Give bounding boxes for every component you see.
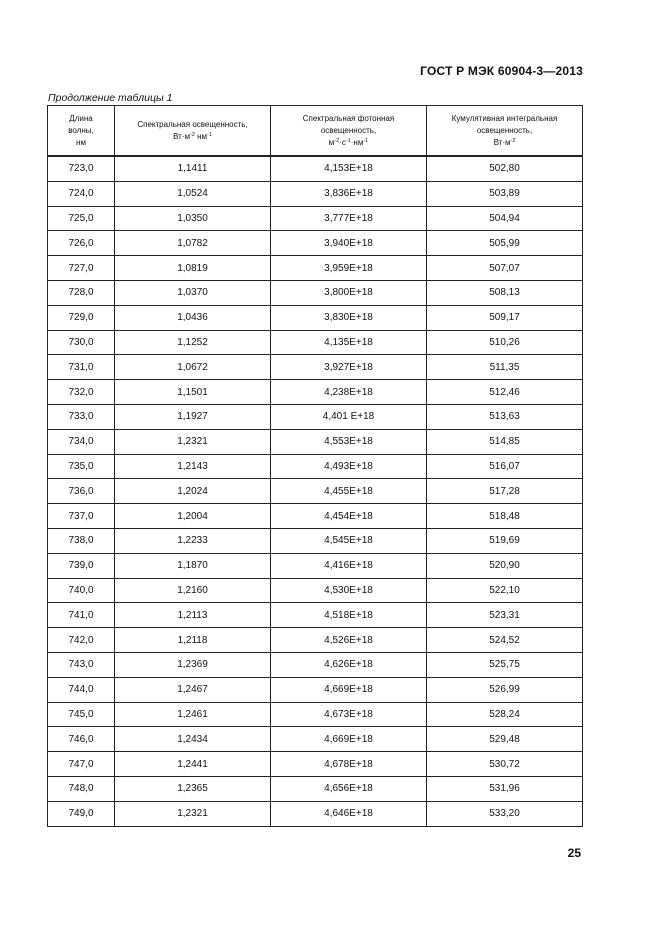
cell-cumulative-irradiance: 518,48	[427, 504, 583, 529]
table-row	[48, 702, 583, 727]
cell-photon-irradiance: 3,836E+18	[271, 181, 427, 206]
table-row	[48, 330, 583, 355]
cell-photon-irradiance: 4,135E+18	[271, 330, 427, 355]
table-row	[48, 355, 583, 380]
cell-wavelength: 728,0	[48, 280, 115, 305]
header-photon-irradiance	[271, 106, 427, 157]
table-row	[48, 479, 583, 504]
unit-exponent: -1	[363, 137, 369, 144]
unit-part: Вт·м	[493, 137, 511, 147]
cell-wavelength: 740,0	[48, 578, 115, 603]
cell-wavelength: 739,0	[48, 553, 115, 578]
header-cumulative-irradiance-line-2: освещенность,	[476, 125, 533, 135]
cell-photon-irradiance: 4,416E+18	[271, 553, 427, 578]
cell-photon-irradiance: 4,454E+18	[271, 504, 427, 529]
cell-cumulative-irradiance: 509,17	[427, 305, 583, 330]
cell-cumulative-irradiance: 519,69	[427, 528, 583, 553]
cell-photon-irradiance: 4,238E+18	[271, 380, 427, 405]
table-row	[48, 181, 583, 206]
cell-wavelength: 731,0	[48, 355, 115, 380]
cell-cumulative-irradiance: 512,46	[427, 380, 583, 405]
cell-wavelength: 726,0	[48, 231, 115, 256]
cell-cumulative-irradiance: 502,80	[427, 156, 583, 181]
table-row	[48, 652, 583, 677]
header-spectral-irradiance-unit	[115, 131, 270, 143]
table-row	[48, 404, 583, 429]
cell-wavelength: 743,0	[48, 652, 115, 677]
cell-cumulative-irradiance: 526,99	[427, 677, 583, 702]
table-row	[48, 677, 583, 702]
unit-exponent: -2	[189, 131, 195, 138]
header-wavelength-line-2: волны,	[68, 125, 94, 135]
cell-cumulative-irradiance: 525,75	[427, 652, 583, 677]
cell-cumulative-irradiance: 530,72	[427, 752, 583, 777]
cell-spectral-irradiance: 1,2113	[115, 603, 271, 628]
cell-spectral-irradiance: 1,0782	[115, 231, 271, 256]
cell-spectral-irradiance: 1,0524	[115, 181, 271, 206]
standard-code: ГОСТ Р МЭК 60904-3—2013	[420, 64, 583, 78]
cell-wavelength: 735,0	[48, 454, 115, 479]
table-row	[48, 256, 583, 281]
cell-photon-irradiance: 3,777E+18	[271, 206, 427, 231]
cell-wavelength: 738,0	[48, 528, 115, 553]
cell-photon-irradiance: 4,673E+18	[271, 702, 427, 727]
cell-spectral-irradiance: 1,1252	[115, 330, 271, 355]
cell-wavelength: 725,0	[48, 206, 115, 231]
cell-photon-irradiance: 3,800E+18	[271, 280, 427, 305]
cell-cumulative-irradiance: 520,90	[427, 553, 583, 578]
cell-cumulative-irradiance: 504,94	[427, 206, 583, 231]
table-row	[48, 776, 583, 801]
cell-spectral-irradiance: 1,0672	[115, 355, 271, 380]
table-caption: Продолжение таблицы 1	[48, 92, 173, 104]
cell-photon-irradiance: 4,553E+18	[271, 429, 427, 454]
cell-cumulative-irradiance: 507,07	[427, 256, 583, 281]
table-row	[48, 528, 583, 553]
cell-spectral-irradiance: 1,1411	[115, 156, 271, 181]
header-cumulative-irradiance-unit	[427, 137, 582, 149]
table-row	[48, 553, 583, 578]
unit-exponent: -2	[334, 137, 340, 144]
cell-cumulative-irradiance: 514,85	[427, 429, 583, 454]
header-cumulative-irradiance	[427, 106, 583, 157]
cell-wavelength: 727,0	[48, 256, 115, 281]
cell-photon-irradiance: 4,669E+18	[271, 677, 427, 702]
header-cumulative-irradiance-line-1: Кумулятивная интегральная	[451, 113, 558, 123]
cell-cumulative-irradiance: 503,89	[427, 181, 583, 206]
cell-cumulative-irradiance: 511,35	[427, 355, 583, 380]
cell-photon-irradiance: 4,656E+18	[271, 776, 427, 801]
cell-photon-irradiance: 4,545E+18	[271, 528, 427, 553]
cell-wavelength: 730,0	[48, 330, 115, 355]
table-row	[48, 231, 583, 256]
cell-spectral-irradiance: 1,2004	[115, 504, 271, 529]
unit-exponent: -1	[345, 137, 351, 144]
table-row	[48, 727, 583, 752]
cell-wavelength: 745,0	[48, 702, 115, 727]
cell-spectral-irradiance: 1,2118	[115, 628, 271, 653]
cell-cumulative-irradiance: 529,48	[427, 727, 583, 752]
header-photon-irradiance-unit	[271, 137, 426, 149]
cell-photon-irradiance: 4,626E+18	[271, 652, 427, 677]
cell-photon-irradiance: 4,530E+18	[271, 578, 427, 603]
cell-spectral-irradiance: 1,2434	[115, 727, 271, 752]
cell-wavelength: 733,0	[48, 404, 115, 429]
cell-wavelength: 729,0	[48, 305, 115, 330]
cell-spectral-irradiance: 1,2369	[115, 652, 271, 677]
cell-cumulative-irradiance: 510,26	[427, 330, 583, 355]
cell-photon-irradiance: 4,646E+18	[271, 801, 427, 826]
unit-part: ·с	[339, 137, 346, 147]
table-row	[48, 801, 583, 826]
table-row	[48, 454, 583, 479]
cell-wavelength: 736,0	[48, 479, 115, 504]
cell-wavelength: 748,0	[48, 776, 115, 801]
cell-photon-irradiance: 3,927E+18	[271, 355, 427, 380]
cell-wavelength: 742,0	[48, 628, 115, 653]
cell-spectral-irradiance: 1,2143	[115, 454, 271, 479]
table-row	[48, 752, 583, 777]
table-row	[48, 305, 583, 330]
cell-photon-irradiance: 4,153E+18	[271, 156, 427, 181]
cell-spectral-irradiance: 1,1870	[115, 553, 271, 578]
cell-spectral-irradiance: 1,1927	[115, 404, 271, 429]
unit-exponent: -1	[207, 131, 212, 138]
cell-cumulative-irradiance: 524,52	[427, 628, 583, 653]
table-row	[48, 156, 583, 181]
table-row	[48, 206, 583, 231]
table-row	[48, 380, 583, 405]
table-row	[48, 578, 583, 603]
cell-spectral-irradiance: 1,0370	[115, 280, 271, 305]
spectral-irradiance-table	[47, 105, 583, 827]
header-wavelength	[48, 106, 115, 157]
cell-spectral-irradiance: 1,2467	[115, 677, 271, 702]
header-wavelength-line-1: Длина	[69, 113, 93, 123]
table-row	[48, 280, 583, 305]
cell-wavelength: 746,0	[48, 727, 115, 752]
header-spectral-irradiance-line-1: Спектральная освещенность,	[137, 119, 248, 129]
cell-wavelength: 732,0	[48, 380, 115, 405]
table-header-row	[48, 106, 583, 157]
unit-part: нм	[194, 131, 208, 141]
cell-wavelength: 737,0	[48, 504, 115, 529]
table-row	[48, 504, 583, 529]
table-row	[48, 603, 583, 628]
unit-part: ·нм	[350, 137, 364, 147]
cell-cumulative-irradiance: 523,31	[427, 603, 583, 628]
unit-part: м	[328, 137, 335, 147]
cell-spectral-irradiance: 1,2365	[115, 776, 271, 801]
cell-photon-irradiance: 4,678E+18	[271, 752, 427, 777]
cell-cumulative-irradiance: 533,20	[427, 801, 583, 826]
cell-photon-irradiance: 4,518E+18	[271, 603, 427, 628]
cell-cumulative-irradiance: 522,10	[427, 578, 583, 603]
cell-photon-irradiance: 4,401 E+18	[271, 404, 427, 429]
header-spectral-irradiance	[115, 106, 271, 157]
cell-spectral-irradiance: 1,2321	[115, 429, 271, 454]
cell-spectral-irradiance: 1,2321	[115, 801, 271, 826]
cell-photon-irradiance: 4,526E+18	[271, 628, 427, 653]
cell-cumulative-irradiance: 508,13	[427, 280, 583, 305]
cell-photon-irradiance: 3,940E+18	[271, 231, 427, 256]
table-row	[48, 628, 583, 653]
table-row	[48, 429, 583, 454]
cell-spectral-irradiance: 1,2441	[115, 752, 271, 777]
cell-wavelength: 741,0	[48, 603, 115, 628]
cell-cumulative-irradiance: 528,24	[427, 702, 583, 727]
cell-cumulative-irradiance: 505,99	[427, 231, 583, 256]
cell-photon-irradiance: 4,493E+18	[271, 454, 427, 479]
cell-spectral-irradiance: 1,2461	[115, 702, 271, 727]
cell-spectral-irradiance: 1,0436	[115, 305, 271, 330]
cell-spectral-irradiance: 1,1501	[115, 380, 271, 405]
cell-wavelength: 749,0	[48, 801, 115, 826]
header-photon-irradiance-line-2: освещенность,	[320, 125, 377, 135]
cell-photon-irradiance: 4,669E+18	[271, 727, 427, 752]
table-body	[48, 156, 583, 826]
cell-photon-irradiance: 4,455E+18	[271, 479, 427, 504]
cell-wavelength: 724,0	[48, 181, 115, 206]
cell-spectral-irradiance: 1,2160	[115, 578, 271, 603]
cell-cumulative-irradiance: 531,96	[427, 776, 583, 801]
header-photon-irradiance-line-1: Спектральная фотонная	[302, 113, 395, 123]
unit-part: Вт·м	[173, 131, 190, 141]
cell-wavelength: 734,0	[48, 429, 115, 454]
cell-spectral-irradiance: 1,0350	[115, 206, 271, 231]
cell-cumulative-irradiance: 513,63	[427, 404, 583, 429]
cell-wavelength: 744,0	[48, 677, 115, 702]
cell-wavelength: 723,0	[48, 156, 115, 181]
cell-wavelength: 747,0	[48, 752, 115, 777]
cell-spectral-irradiance: 1,0819	[115, 256, 271, 281]
page-number: 25	[567, 846, 581, 860]
cell-spectral-irradiance: 1,2233	[115, 528, 271, 553]
unit-exponent: -2	[510, 137, 516, 144]
cell-photon-irradiance: 3,830E+18	[271, 305, 427, 330]
cell-photon-irradiance: 3,959E+18	[271, 256, 427, 281]
cell-spectral-irradiance: 1,2024	[115, 479, 271, 504]
cell-cumulative-irradiance: 516,07	[427, 454, 583, 479]
cell-cumulative-irradiance: 517,28	[427, 479, 583, 504]
header-wavelength-line-3: нм	[76, 137, 86, 147]
